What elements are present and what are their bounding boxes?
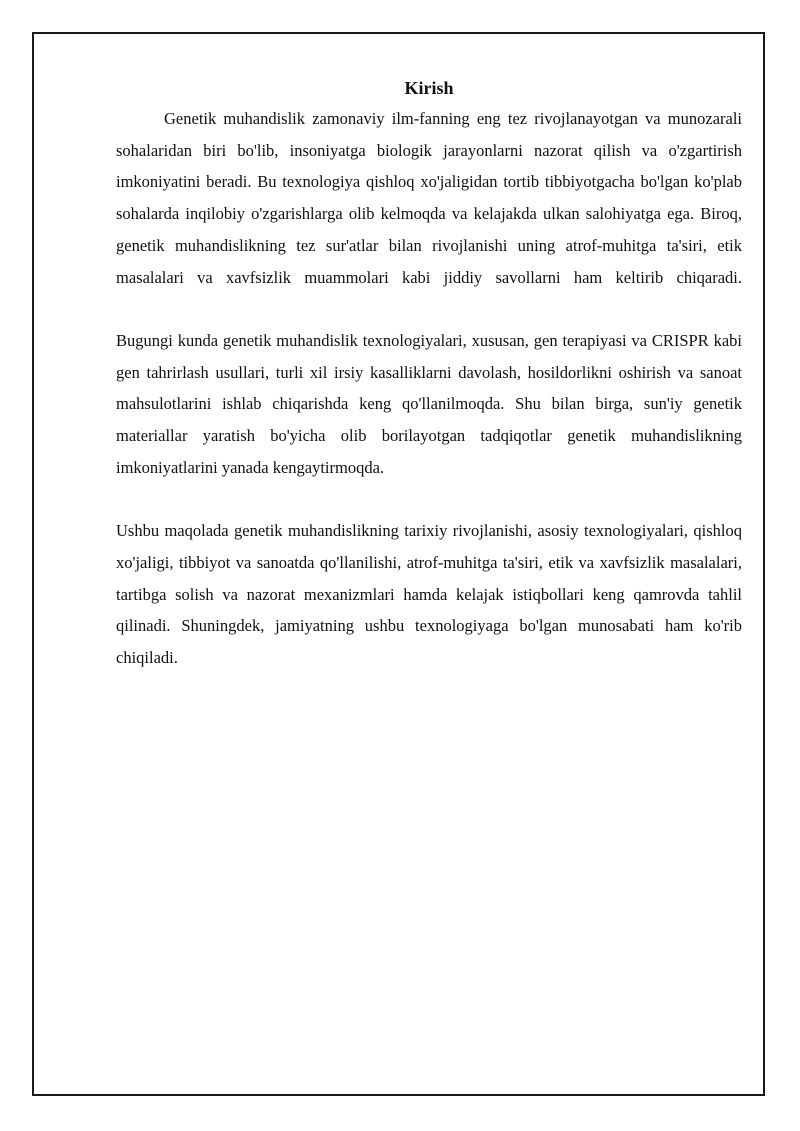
paragraph-spacer bbox=[116, 293, 742, 325]
paragraph-scope: Ushbu maqolada genetik muhandislikning tarixiy rivojlanishi, asosiy texnologiyalari, qishloq xo'jaligi, tibbiyot va sanoatda qo'llanilishi, atrof-muhitga ta'siri, etik va xavfsizlik masalalari, tartibga solish va nazorat mexanizmlari hamda kelajak istiqbollari keng qamrovda tahlil qilinadi. Shuningdek, jamiyatning ushbu texnologiyaga bo'lgan munosabati ham ko'rib chiqiladi. bbox=[116, 521, 742, 667]
section-title: Kirish bbox=[404, 78, 454, 98]
document-body bbox=[116, 76, 742, 674]
paragraph-technologies: Bugungi kunda genetik muhandislik texnologiyalari, xususan, gen terapiyasi va CRISPR kabi gen tahrirlash usullari, turli xil irsiy kasalliklarni davolash, hosildorlikni oshirish va sanoat mahsulotlarini ishlab chiqarishda keng qo'llanilmoqda. Shu bilan birga, sun'iy genetik materiallar yaratish bo'yicha olib borilayotgan tadqiqotlar genetik muhandislikning imkoniyatlarini yanada kengaytirmoqda. bbox=[116, 330, 742, 477]
paragraph-spacer bbox=[116, 483, 742, 515]
paragraph-intro: Genetik muhandislik zamonaviy ilm-fanning eng tez rivojlanayotgan va munozarali sohalaridan biri bo'lib, insoniyatga biologik jarayonlarni nazorat qilish va o'zgartirish imkoniyatini beradi. Bu texnologiya qishloq xo'jaligidan tortib tibbiyotgacha bo'lgan ko'plab sohalarda inqilobiy o'zgarishlarga olib kelmoqda va kelajakda ulkan salohiyatga ega. Biroq, genetik muhandislikning tez sur'atlar bilan rivojlanishi uning atrof-muhitga ta'siri, etik masalalari va xavfsizlik muammolari kabi jiddiy savollarni ham keltirib chiqaradi. bbox=[116, 109, 742, 287]
